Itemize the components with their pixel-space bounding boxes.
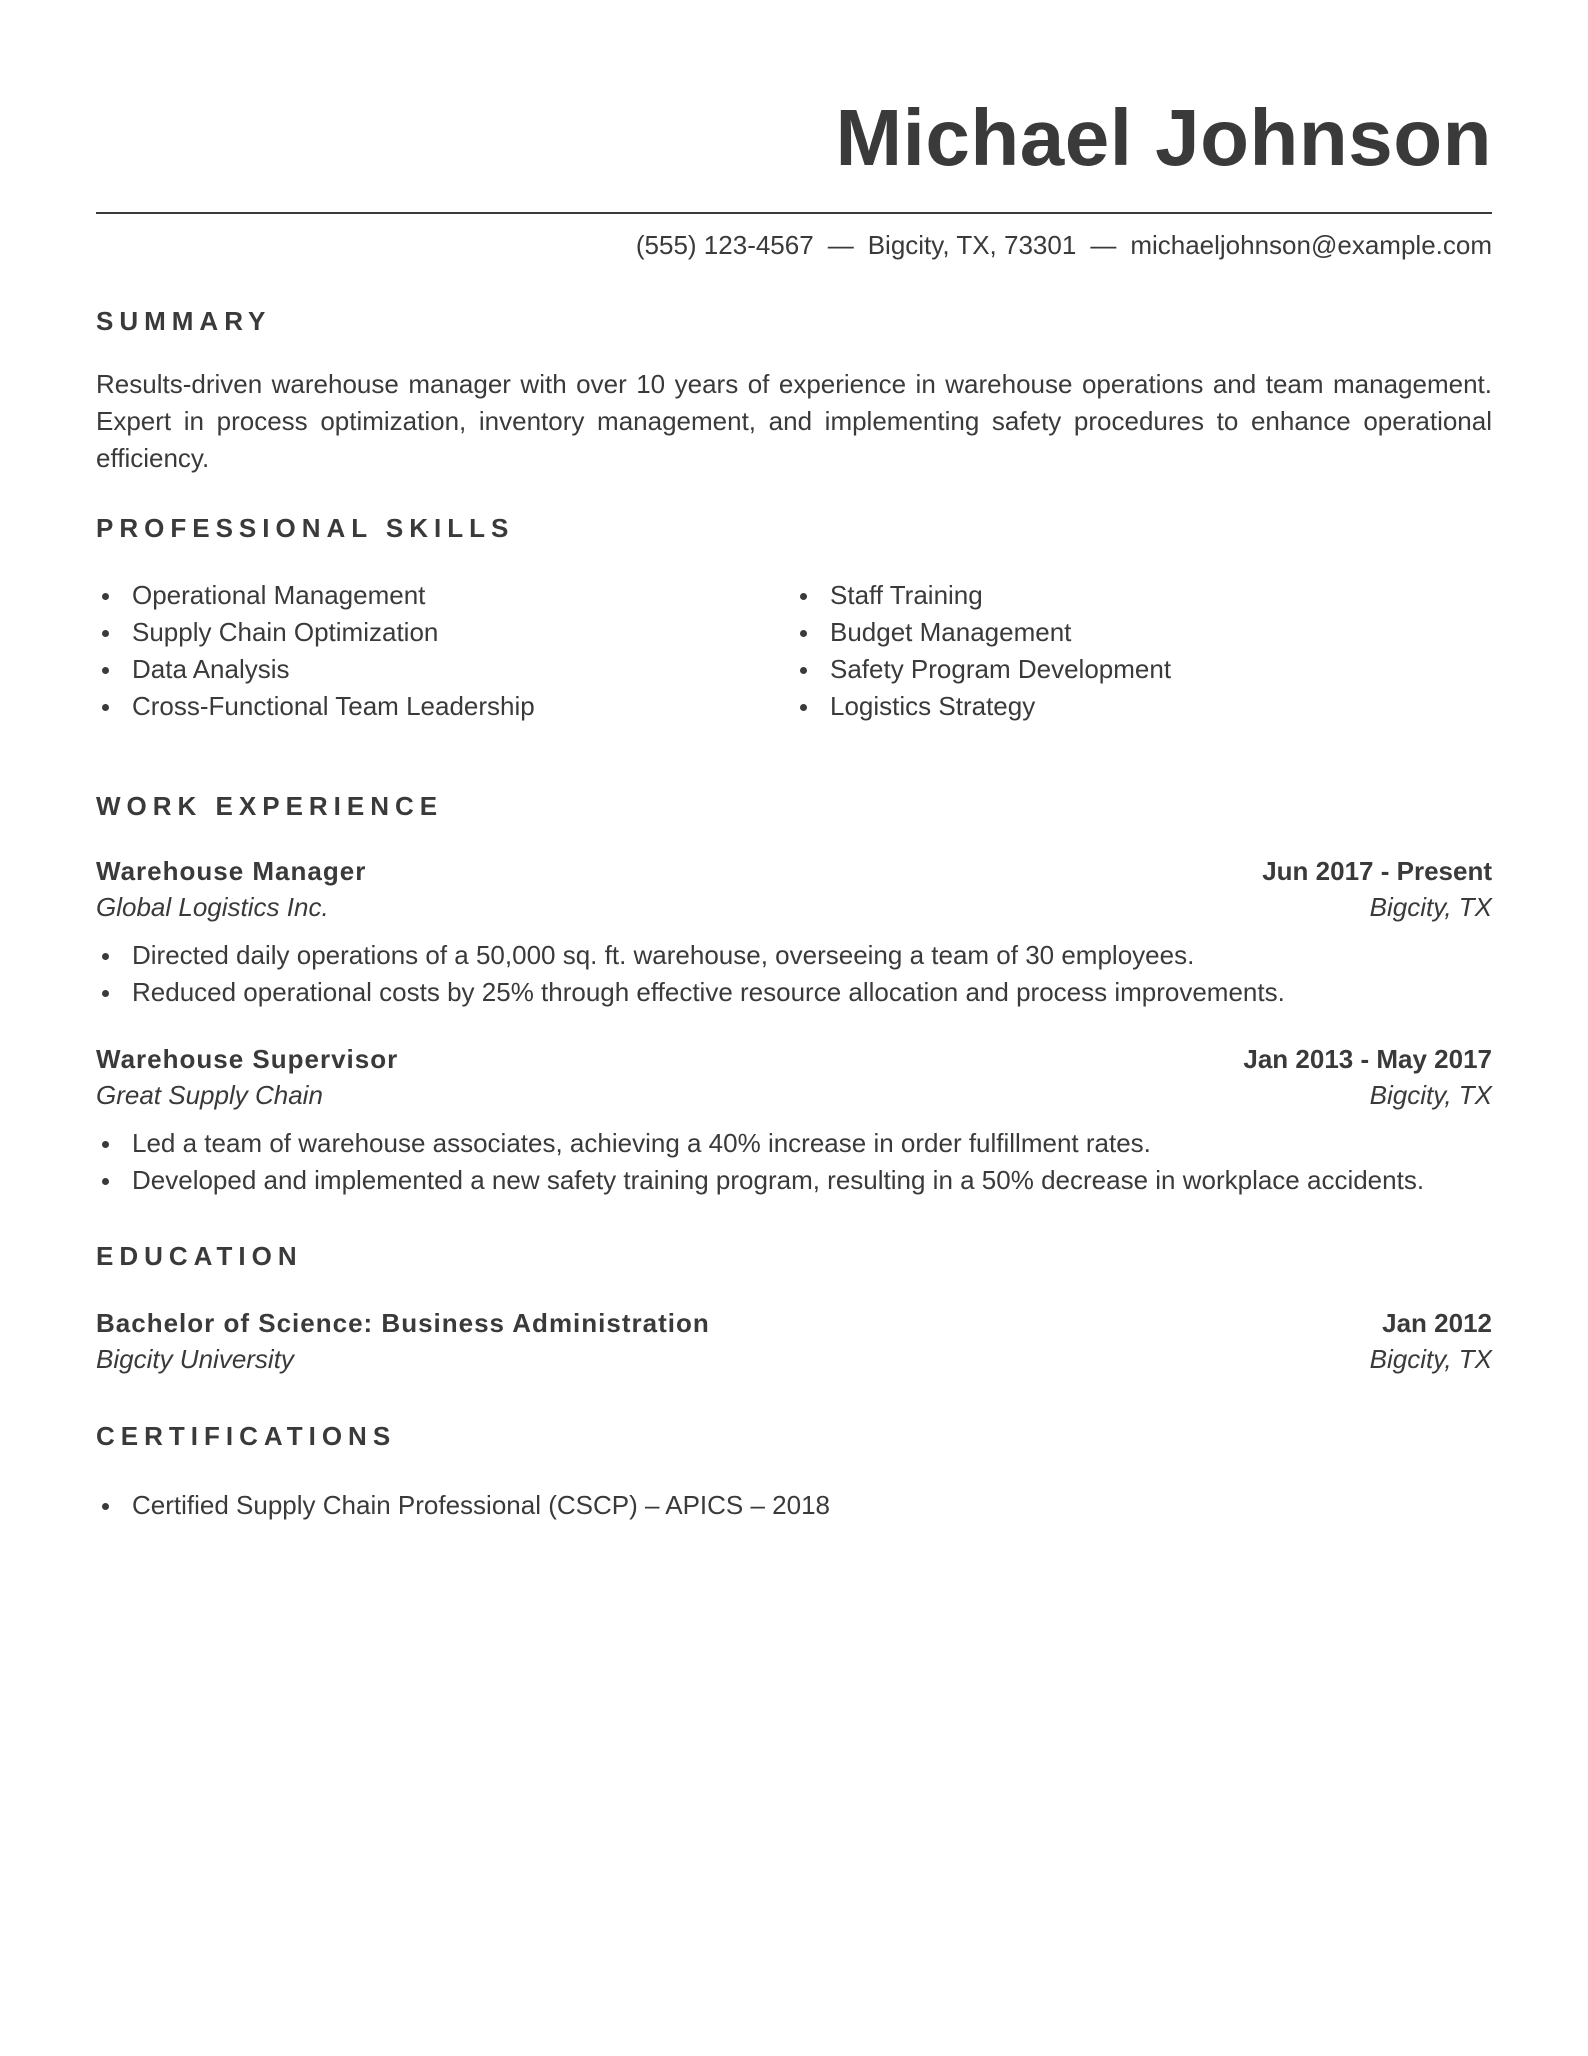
education-entry (96, 1305, 1492, 1377)
candidate-name: Michael Johnson (835, 93, 1492, 182)
contact-line (96, 230, 1492, 260)
contact-phone: (555) 123-4567 (635, 230, 814, 260)
job-bullet: Developed and implemented a new safety training program, resulting in a 50% decrease in workplace accidents. (96, 1162, 1492, 1199)
job-location: Bigcity, TX (1369, 892, 1492, 922)
skill-item: Staff Training (794, 577, 1492, 614)
contact-separator: — (827, 230, 854, 260)
skill-item: Safety Program Development (794, 651, 1492, 688)
contact-email[interactable]: michaeljohnson@example.com (1130, 230, 1492, 260)
job-location: Bigcity, TX (1369, 1080, 1492, 1110)
skill-item: Supply Chain Optimization (96, 614, 794, 651)
job-entry (96, 1041, 1492, 1199)
degree: Bachelor of Science: Business Administration (96, 1308, 710, 1338)
job-date: Jan 2013 - May 2017 (1243, 1044, 1492, 1074)
skills-heading: PROFESSIONAL SKILLS (96, 513, 515, 543)
job-bullet: Led a team of warehouse associates, achieving a 40% increase in order fulfillment rates. (96, 1125, 1492, 1162)
job-date: Jun 2017 - Present (1262, 856, 1492, 886)
contact-separator: — (1090, 230, 1117, 260)
skills-grid (96, 577, 1492, 725)
skill-item: Data Analysis (96, 651, 794, 688)
certification-item: Certified Supply Chain Professional (CSCP) – APICS – 2018 (96, 1487, 1492, 1524)
graduation-date: Jan 2012 (1382, 1308, 1492, 1338)
skill-item: Logistics Strategy (794, 688, 1492, 725)
skills-column-left (96, 577, 794, 725)
skill-item: Budget Management (794, 614, 1492, 651)
header-divider (96, 212, 1492, 214)
summary-text: Results-driven warehouse manager with over 10 years of experience in warehouse operations and team management. Expert in process optimization, inventory management, and implementing safety procedures to enhance operational efficiency. (96, 369, 1492, 473)
job-bullet: Reduced operational costs by 25% through effective resource allocation and process improvements. (96, 974, 1492, 1011)
contact-location: Bigcity, TX, 73301 (867, 230, 1077, 260)
school-location: Bigcity, TX (1369, 1344, 1492, 1374)
job-entry (96, 853, 1492, 1011)
job-company: Global Logistics Inc. (96, 892, 329, 922)
skill-item: Operational Management (96, 577, 794, 614)
job-company: Great Supply Chain (96, 1080, 323, 1110)
job-bullets (96, 1125, 1492, 1199)
certifications-heading: CERTIFICATIONS (96, 1421, 397, 1451)
skills-column-right (794, 577, 1492, 725)
education-heading: EDUCATION (96, 1241, 303, 1271)
job-title: Warehouse Supervisor (96, 1044, 399, 1074)
skill-item: Cross-Functional Team Leadership (96, 688, 794, 725)
school: Bigcity University (96, 1344, 294, 1374)
summary-heading: SUMMARY (96, 306, 272, 336)
job-bullets (96, 937, 1492, 1011)
job-bullet: Directed daily operations of a 50,000 sq. ft. warehouse, overseeing a team of 30 employees. (96, 937, 1492, 974)
job-title: Warehouse Manager (96, 856, 367, 886)
certifications-list (96, 1487, 1492, 1524)
work-experience-heading: WORK EXPERIENCE (96, 791, 444, 821)
